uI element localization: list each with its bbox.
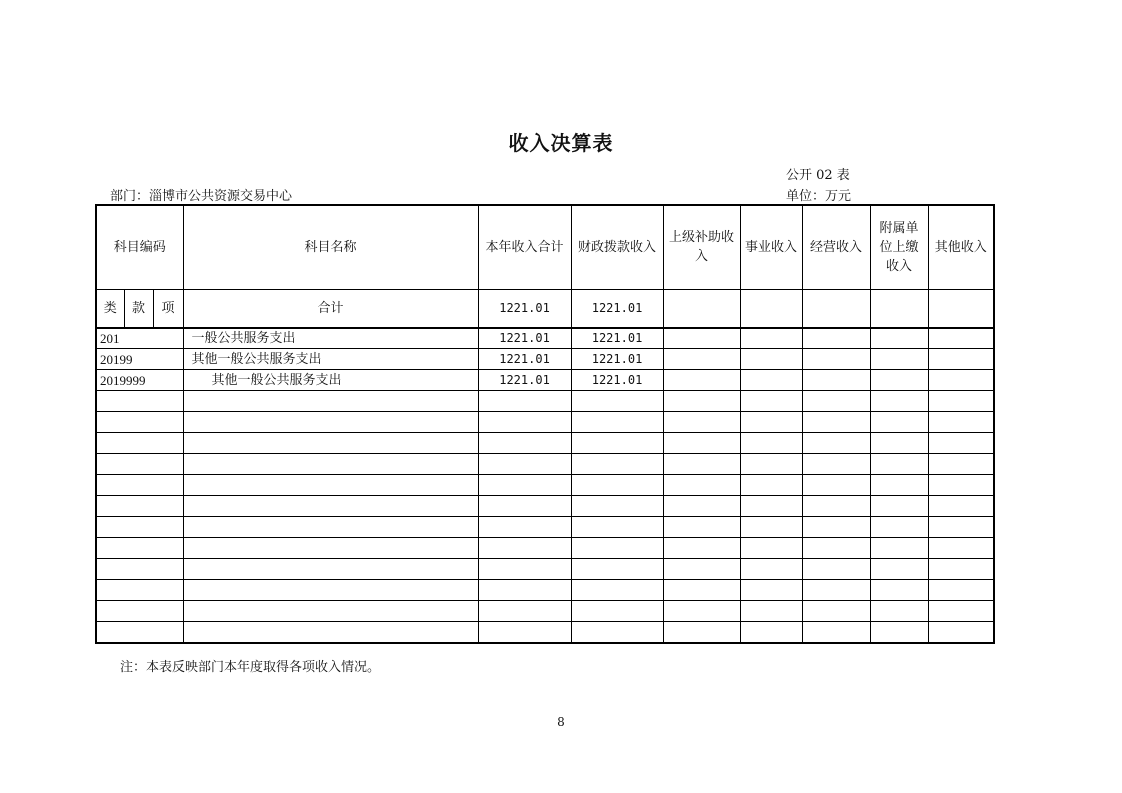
income-table (95, 204, 995, 644)
header-operation: 经营收入 (802, 205, 870, 289)
total-amount: 1221.01 (478, 289, 571, 328)
empty-row (96, 475, 994, 496)
empty-row (96, 580, 994, 601)
header-name: 科目名称 (183, 205, 478, 289)
unit-label: 单位：万元 (786, 189, 852, 204)
total-label: 合计 (183, 289, 478, 328)
row-fiscal: 1221.01 (571, 370, 663, 391)
empty-row (96, 454, 994, 475)
row-code: 20199 (96, 349, 183, 370)
header-xiang: 项 (153, 289, 183, 328)
empty-row (96, 412, 994, 433)
header-kuan: 款 (124, 289, 153, 328)
empty-row (96, 601, 994, 622)
empty-row (96, 559, 994, 580)
empty-row (96, 496, 994, 517)
empty-row (96, 538, 994, 559)
row-total: 1221.01 (478, 370, 571, 391)
header-lei: 类 (96, 289, 124, 328)
row-code: 201 (96, 328, 183, 349)
total-fiscal: 1221.01 (571, 289, 663, 328)
header-other: 其他收入 (928, 205, 994, 289)
header-business: 事业收入 (740, 205, 802, 289)
page-title: 收入决算表 (508, 131, 614, 155)
row-name: 其他一般公共服务支出 (183, 349, 478, 370)
header-code: 科目编码 (96, 205, 183, 289)
row-name: 其他一般公共服务支出 (183, 370, 478, 391)
row-fiscal: 1221.01 (571, 349, 663, 370)
header-total: 本年收入合计 (478, 205, 571, 289)
table-row (96, 370, 994, 391)
header-superior: 上级补助收入 (663, 205, 740, 289)
total-row (96, 289, 994, 328)
header-affiliated: 附属单位上缴收入 (870, 205, 928, 289)
form-number: 公开 02 表 (786, 168, 850, 183)
header-fiscal: 财政拨款收入 (571, 205, 663, 289)
row-code: 2019999 (96, 370, 183, 391)
row-total: 1221.01 (478, 328, 571, 349)
empty-row (96, 391, 994, 412)
empty-row (96, 517, 994, 538)
row-fiscal: 1221.01 (571, 328, 663, 349)
department-label: 部门：淄博市公共资源交易中心 (110, 189, 293, 204)
table-note: 注：本表反映部门本年度取得各项收入情况。 (120, 660, 381, 675)
table-row (96, 349, 994, 370)
row-total: 1221.01 (478, 349, 571, 370)
empty-row (96, 433, 994, 454)
header-row (96, 205, 994, 289)
table-row (96, 328, 994, 349)
empty-row (96, 622, 994, 643)
page-number: 8 (557, 715, 565, 729)
row-name: 一般公共服务支出 (183, 328, 478, 349)
